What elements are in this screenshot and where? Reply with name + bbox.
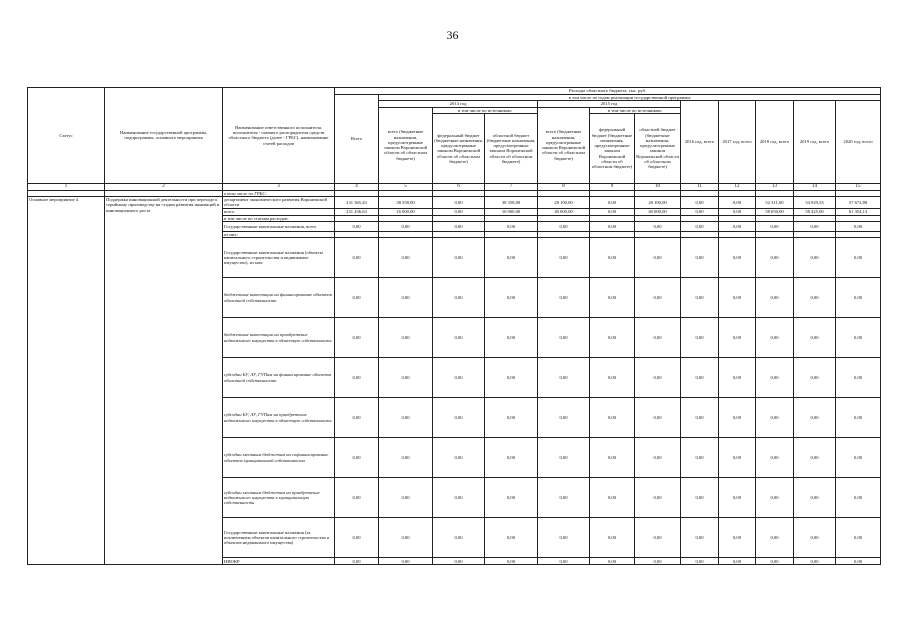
row-label: Государственные капитальные вложения (за исключением объектов капитального строительства и объектов недвижимого имущества) <box>223 518 335 558</box>
value-cell: 0,00 <box>379 558 433 565</box>
value-cell: 0,00 <box>756 278 794 318</box>
column-number: 1 <box>28 183 105 190</box>
value-cell: 0,00 <box>836 518 881 558</box>
value-cell: 0,00 <box>433 208 485 215</box>
column-number: 12 <box>719 183 756 190</box>
value-cell: 0,00 <box>635 278 681 318</box>
value-cell: 0,00 <box>590 221 635 231</box>
value-cell: 0,00 <box>681 518 719 558</box>
value-cell: 0,00 <box>379 358 433 398</box>
value-cell: 0,00 <box>485 558 538 565</box>
row-label: субсидии БУ, АУ, ГУПам на приобретение недвижимого имущества в областную собственность <box>223 398 335 438</box>
value-cell: 0,00 <box>590 478 635 518</box>
value-cell: 0,00 <box>836 558 881 565</box>
value-cell: 0,00 <box>538 518 590 558</box>
value-cell: 0,00 <box>485 278 538 318</box>
value-cell: 0,00 <box>794 518 836 558</box>
value-cell: 0,00 <box>836 238 881 278</box>
value-cell: 0,00 <box>335 398 379 438</box>
value-cell: 0,00 <box>794 358 836 398</box>
header-2015-regional: областной бюджет (бюджетные назначения, предусмотренные законом Воронежской области об областном бюджете) <box>635 113 681 183</box>
value-cell: 0,00 <box>433 318 485 358</box>
value-cell: 28 100,00 <box>538 197 590 209</box>
value-cell: 0,00 <box>681 398 719 438</box>
value-cell: 0,00 <box>719 558 756 565</box>
value-cell: 0,00 <box>538 221 590 231</box>
value-cell: 0,00 <box>719 208 756 215</box>
row-label: всего <box>223 208 335 215</box>
row-label: из них: <box>223 231 335 237</box>
value-cell: 0,00 <box>485 221 538 231</box>
value-cell: 231 365,43 <box>335 197 379 209</box>
value-cell: 0,00 <box>379 318 433 358</box>
value-cell: 0,00 <box>335 278 379 318</box>
value-cell: 0,00 <box>635 221 681 231</box>
value-cell: 0,00 <box>756 398 794 438</box>
budget-table-sheet <box>27 87 880 565</box>
header-2014-regional: областной бюджет (бюджетные назначения, предусмотренные законом Воронежской области об областном бюджете) <box>485 113 538 183</box>
value-cell: 0,00 <box>681 438 719 478</box>
value-cell: 231 436,63 <box>335 208 379 215</box>
row-label: субсидии местным бюджетам на приобретение недвижимого имущества в муниципальную собственность <box>223 478 335 518</box>
header-2016: 2016 год, всего <box>681 101 719 184</box>
value-cell: 0,00 <box>433 197 485 209</box>
column-number: 9 <box>590 183 635 190</box>
measure-name-cell: Поддержка инновационной деятельности при переходе к серийному производству на стадии развития инноваций и инновационного роста <box>105 197 223 565</box>
header-2014-all: всего (бюджетные назначения, предусмотренные законом Воронежской области об областном бюджете) <box>379 107 433 183</box>
value-cell: 0,00 <box>681 238 719 278</box>
value-cell: 0,00 <box>538 478 590 518</box>
value-cell: 0,00 <box>719 278 756 318</box>
value-cell: 0,00 <box>538 238 590 278</box>
value-cell: 0,00 <box>836 278 881 318</box>
value-cell: 0,00 <box>590 358 635 398</box>
value-cell: 0,00 <box>756 558 794 565</box>
row-label: Государственные капитальные вложения (объекты капитального строительства и недвижимое имущество), из них: <box>223 238 335 278</box>
header-2020: 2020 год, всего <box>836 101 881 184</box>
row-label: НИОКР <box>223 558 335 565</box>
value-cell: 0,00 <box>635 558 681 565</box>
value-cell: 0,00 <box>485 398 538 438</box>
value-cell: 0,00 <box>794 478 836 518</box>
value-cell: 0,00 <box>538 438 590 478</box>
value-cell: 0,00 <box>836 438 881 478</box>
value-cell: 0,00 <box>794 278 836 318</box>
value-cell: 0,00 <box>836 358 881 398</box>
column-number: 10 <box>635 183 681 190</box>
value-cell: 0,00 <box>433 221 485 231</box>
value-cell: 0,00 <box>756 221 794 231</box>
value-cell: 0,00 <box>719 238 756 278</box>
column-number: 4 <box>335 183 379 190</box>
value-cell: 0,00 <box>719 518 756 558</box>
value-cell: 0,00 <box>485 318 538 358</box>
value-cell: 0,00 <box>485 478 538 518</box>
header-total: Всего <box>335 95 379 184</box>
value-cell: 0,00 <box>681 318 719 358</box>
value-cell: 0,00 <box>379 238 433 278</box>
row-label: Государственные капитальные вложения, всего <box>223 221 335 231</box>
value-cell: 38 358,00 <box>485 197 538 209</box>
value-cell: 57 672,88 <box>836 197 881 209</box>
value-cell: 0,00 <box>433 278 485 318</box>
value-cell: 28 100,00 <box>635 197 681 209</box>
header-2019: 2019 год, всего <box>794 101 836 184</box>
budget-table <box>27 87 881 565</box>
column-number: 13 <box>756 183 794 190</box>
value-cell: 0,00 <box>379 438 433 478</box>
value-cell: 0,00 <box>719 197 756 209</box>
value-cell: 38 358,00 <box>379 197 433 209</box>
value-cell: 0,00 <box>635 358 681 398</box>
value-cell: 0,00 <box>379 398 433 438</box>
value-cell: 0,00 <box>538 398 590 438</box>
row-label: субсидии БУ, АУ, ГУПам на финансирование объектов областной собственности <box>223 358 335 398</box>
column-numbers-row <box>28 183 881 190</box>
column-number: 2 <box>105 183 223 190</box>
value-cell: 0,00 <box>538 318 590 358</box>
value-cell: 0,00 <box>433 358 485 398</box>
header-2018: 2018 год, всего <box>756 101 794 184</box>
column-number: 8 <box>538 183 590 190</box>
column-number: 3 <box>223 183 335 190</box>
value-cell: 0,00 <box>635 518 681 558</box>
value-cell: 0,00 <box>590 318 635 358</box>
value-cell: 0,00 <box>379 278 433 318</box>
value-cell: 0,00 <box>379 518 433 558</box>
value-cell: 0,00 <box>681 278 719 318</box>
value-cell: 0,00 <box>635 478 681 518</box>
value-cell: 0,00 <box>433 558 485 565</box>
value-cell: 0,00 <box>836 398 881 438</box>
header-2015-all: всего (бюджетные назначения, предусмотренные законом Воронежской области об областном бюджете) <box>538 107 590 183</box>
value-cell: 0,00 <box>635 398 681 438</box>
value-cell: 0,00 <box>433 518 485 558</box>
value-cell: 0,00 <box>590 518 635 558</box>
status-cell: Основное мероприятие 4 <box>28 197 105 565</box>
value-cell: 0,00 <box>836 318 881 358</box>
header-2014-federal: федеральный бюджет (бюджетные назначения, предусмотренные законом Воронежской области об областном бюджете) <box>433 113 485 183</box>
value-cell: 0,00 <box>538 558 590 565</box>
value-cell: 0,00 <box>756 478 794 518</box>
value-cell: 0,00 <box>756 238 794 278</box>
value-cell: 0,00 <box>335 318 379 358</box>
value-cell: 0,00 <box>433 398 485 438</box>
value-cell: 0,00 <box>756 358 794 398</box>
value-cell: 0,00 <box>681 358 719 398</box>
value-cell: 0,00 <box>681 221 719 231</box>
row-label: бюджетные инвестиции на приобретение недвижимого имущества в областную собственность <box>223 318 335 358</box>
header-program-years: в том числе по годам реализации государственной программы <box>379 95 881 101</box>
value-cell: 0,00 <box>433 438 485 478</box>
value-cell: 0,00 <box>681 197 719 209</box>
header-status: Статус <box>28 88 105 184</box>
value-cell: 0,00 <box>719 438 756 478</box>
value-cell: 0,00 <box>379 478 433 518</box>
value-cell: 0,00 <box>635 238 681 278</box>
value-cell: 0,00 <box>590 197 635 209</box>
value-cell: 61 354,13 <box>836 208 881 215</box>
column-number: 6 <box>433 183 485 190</box>
value-cell: 16 000,00 <box>485 208 538 215</box>
value-cell: 0,00 <box>635 318 681 358</box>
page-number: 36 <box>446 28 459 42</box>
value-cell: 0,00 <box>590 278 635 318</box>
value-cell: 0,00 <box>836 221 881 231</box>
header-2014-sources: в том числе по источникам: <box>433 107 538 113</box>
column-number: 15 <box>836 183 881 190</box>
row-label: в том числе по ГРБС: <box>223 190 335 196</box>
header-year-2014: 2014 год <box>379 101 538 107</box>
value-cell: 0,00 <box>794 398 836 438</box>
header-2015-federal: федеральный бюджет (бюджетные назначения, предусмотренные законом Воронежской области об областном бюджете) <box>590 113 635 183</box>
value-cell: 0,00 <box>590 438 635 478</box>
value-cell: 0,00 <box>335 518 379 558</box>
value-cell: 58 650,00 <box>756 208 794 215</box>
value-cell: 40 000,00 <box>538 208 590 215</box>
row-label: в том числе по статьям расходов: <box>223 215 335 221</box>
row-label: бюджетные инвестиции на финансирование объектов областной собственности <box>223 278 335 318</box>
header-expenses-title: Расходы областного бюджета, тыс. руб. <box>335 88 881 95</box>
value-cell: 0,00 <box>794 438 836 478</box>
value-cell: 0,00 <box>485 358 538 398</box>
value-cell: 0,00 <box>590 208 635 215</box>
value-cell: 0,00 <box>379 221 433 231</box>
column-number: 7 <box>485 183 538 190</box>
value-cell: 0,00 <box>433 238 485 278</box>
value-cell: 0,00 <box>794 238 836 278</box>
value-cell: 0,00 <box>590 238 635 278</box>
value-cell: 0,00 <box>538 358 590 398</box>
table-row <box>28 197 881 209</box>
value-cell: 0,00 <box>335 358 379 398</box>
value-cell: 40 000,00 <box>635 208 681 215</box>
value-cell: 0,00 <box>681 478 719 518</box>
value-cell: 0,00 <box>335 221 379 231</box>
value-cell: 0,00 <box>719 318 756 358</box>
value-cell: 0,00 <box>719 358 756 398</box>
value-cell: 0,00 <box>335 478 379 518</box>
value-cell: 58 425,00 <box>794 208 836 215</box>
row-label: субсидии местным бюджетам на софинансирование объектов муниципальной собственности <box>223 438 335 478</box>
table-header <box>28 88 881 191</box>
value-cell: 0,00 <box>590 398 635 438</box>
value-cell: 16 000,00 <box>379 208 433 215</box>
value-cell: 0,00 <box>836 478 881 518</box>
column-number: 14 <box>794 183 836 190</box>
value-cell: 0,00 <box>719 221 756 231</box>
value-cell: 0,00 <box>538 278 590 318</box>
header-2015-sources: в том числе по источникам: <box>590 107 681 113</box>
value-cell: 0,00 <box>756 518 794 558</box>
header-year-2015: 2015 год <box>538 101 681 107</box>
value-cell: 0,00 <box>485 438 538 478</box>
value-cell: 0,00 <box>635 438 681 478</box>
header-program-name: Наименование государственной программы, подпрограммы, основного мероприятия <box>105 88 223 184</box>
value-cell: 0,00 <box>681 558 719 565</box>
value-cell: 0,00 <box>335 558 379 565</box>
value-cell: 0,00 <box>485 518 538 558</box>
row-label: департамент экономического развития Воронежской области <box>223 197 335 209</box>
value-cell: 0,00 <box>335 438 379 478</box>
value-cell: 0,00 <box>681 208 719 215</box>
value-cell: 0,00 <box>756 438 794 478</box>
value-cell: 0,00 <box>433 478 485 518</box>
value-cell: 0,00 <box>794 318 836 358</box>
value-cell: 0,00 <box>719 398 756 438</box>
header-2017: 2017 год, всего <box>719 101 756 184</box>
value-cell: 0,00 <box>485 238 538 278</box>
value-cell: 0,00 <box>590 558 635 565</box>
column-number: 5 <box>379 183 433 190</box>
value-cell: 0,00 <box>756 318 794 358</box>
value-cell: 54 929,55 <box>794 197 836 209</box>
value-cell: 0,00 <box>794 221 836 231</box>
value-cell: 52 311,00 <box>756 197 794 209</box>
value-cell: 0,00 <box>794 558 836 565</box>
value-cell: 0,00 <box>335 238 379 278</box>
column-number: 11 <box>681 183 719 190</box>
table-body <box>28 190 881 564</box>
header-executor: Наименование ответственного исполнителя, исполнителя - главного распорядителя средств областного бюджета (далее - ГРБС), наименование статей расходов <box>223 88 335 184</box>
value-cell: 0,00 <box>719 478 756 518</box>
